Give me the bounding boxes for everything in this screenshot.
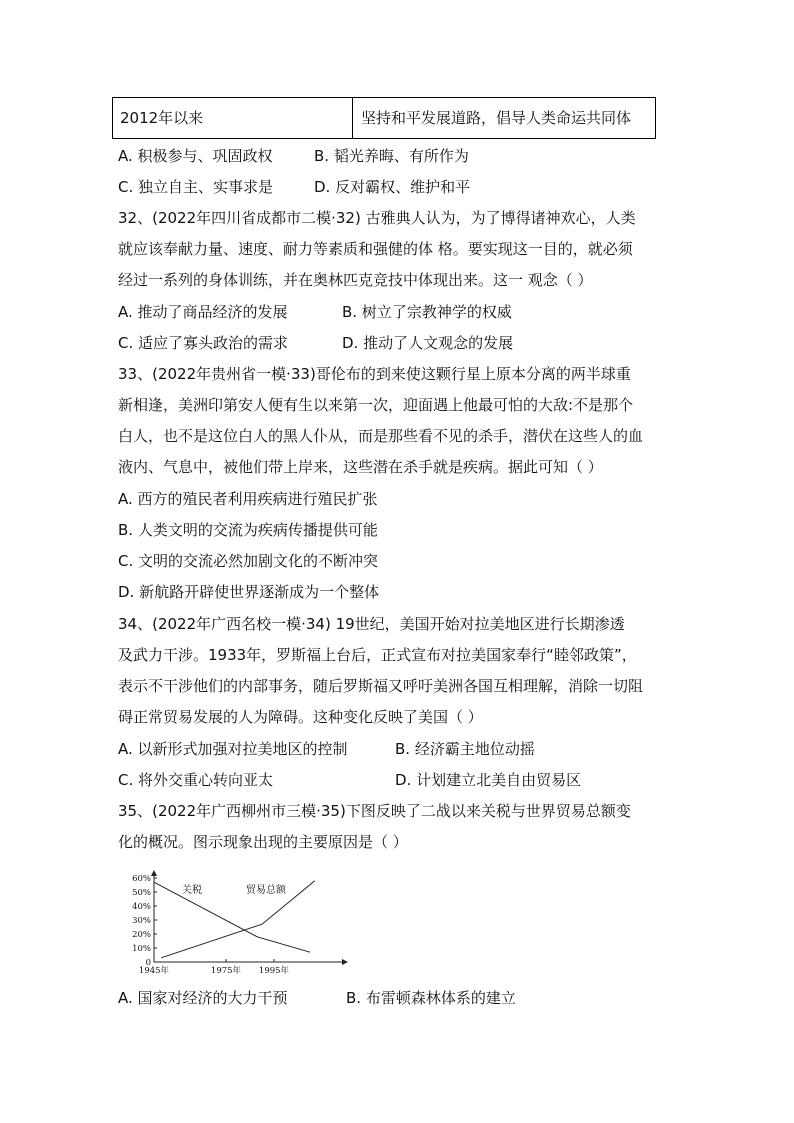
q34-stem-line-2: 及武力干涉。1933年，罗斯福上台后，正式宣布对拉美国家奉行“睦邻政策”，	[118, 646, 637, 664]
q31-option-a: A. 积极参与、巩固政权	[118, 147, 273, 165]
y-axis-arrow	[151, 870, 157, 876]
series-label-trade: 贸易总额	[246, 885, 286, 896]
y-tick-label: 30%	[132, 916, 151, 926]
x-axis	[139, 959, 348, 976]
q33-option-c: C. 文明的交流必然加剧文化的不断冲突	[118, 552, 379, 570]
y-tick-label: 50%	[132, 888, 151, 898]
y-axis	[132, 870, 157, 968]
q32-stem-line-1: 32、(2022年四川省成都市二模·32) 古雅典人认为，为了博得诸神欢心，人类	[118, 209, 636, 227]
q33-stem-line-2: 新相逢，美洲印第安人便有生以来第一次，迎面遇上他最可怕的大敌:不是那个	[118, 396, 634, 414]
x-tick-label: 1975年	[210, 966, 242, 976]
y-tick-label: 10%	[132, 944, 151, 954]
q34-option-b: B. 经济霸主地位动摇	[395, 740, 535, 758]
history-table-row	[112, 97, 656, 139]
series-lines	[154, 881, 315, 958]
q33-option-d: D. 新航路开辟使世界逐渐成为一个整体	[118, 583, 380, 601]
q33-option-a: A. 西方的殖民者利用疾病进行殖民扩张	[118, 490, 378, 508]
q32-option-a: A. 推动了商品经济的发展	[118, 303, 288, 321]
table-period-cell: 2012年以来	[113, 98, 353, 138]
q33-option-b: B. 人类文明的交流为疾病传播提供可能	[118, 521, 378, 539]
series-label-tariff: 关税	[182, 885, 202, 896]
q34-option-d: D. 计划建立北美自由贸易区	[395, 771, 582, 789]
q32-option-c: C. 适应了寡头政治的需求	[118, 334, 289, 352]
q35-stem-line-2: 化的概况。图示现象出现的主要原因是（ ）	[118, 833, 408, 851]
y-tick-label: 40%	[132, 902, 151, 912]
x-tick-label: 1995年	[258, 966, 290, 976]
y-tick-label: 60%	[132, 874, 151, 884]
q32-option-d: D. 推动了人文观念的发展	[342, 334, 514, 352]
x-axis-arrow	[342, 959, 348, 965]
q32-stem-line-3: 经过一系列的身体训练，并在奥林匹克竞技中体现出来。这一 观念（ ）	[118, 271, 593, 289]
q35-option-a: A. 国家对经济的大力干预	[118, 989, 288, 1007]
q34-option-a: A. 以新形式加强对拉美地区的控制	[118, 740, 348, 758]
table-policy-cell: 坚持和平发展道路，倡导人类命运共同体	[361, 109, 632, 127]
q31-option-d: D. 反对霸权、维护和平	[314, 178, 471, 196]
x-tick-label: 1945年	[138, 966, 170, 976]
q33-stem-line-4: 液内、气息中，被他们带上岸来，这些潜在杀手就是疾病。据此可知（ ）	[118, 458, 603, 476]
q33-stem-line-3: 白人，也不是这位白人的黑人仆从，而是那些看不见的杀手，潜伏在这些人的血	[118, 427, 644, 445]
q34-stem-line-1: 34、(2022年广西名校一模·34) 19世纪，美国开始对拉美地区进行长期渗透	[118, 615, 625, 633]
series-line-tariff	[154, 882, 310, 952]
q31-option-c: C. 独立自主、实事求是	[118, 178, 274, 196]
y-tick-label: 0	[145, 958, 151, 968]
q34-stem-line-4: 碍正常贸易发展的人为障碍。这种变化反映了美国（ ）	[118, 708, 483, 726]
q35-option-b: B. 布雷顿森林体系的建立	[346, 989, 516, 1007]
tariff-trade-chart	[118, 866, 350, 976]
q32-option-b: B. 树立了宗教神学的权威	[342, 303, 512, 321]
q31-option-b: B. 韬光养晦、有所作为	[314, 147, 469, 165]
q33-stem-line-1: 33、(2022年贵州省一模·33)哥伦布的到来使这颗行星上原本分离的两半球重	[118, 365, 631, 383]
q35-stem-line-1: 35、(2022年广西柳州市三模·35)下图反映了二战以来关税与世界贸易总额变	[118, 802, 631, 820]
y-tick-label: 20%	[132, 930, 151, 940]
q32-stem-line-2: 就应该奉献力量、速度、耐力等素质和强健的体 格。要实现这一目的，就必须	[118, 240, 633, 258]
q34-option-c: C. 将外交重心转向亚太	[118, 771, 274, 789]
q34-stem-line-3: 表示不干涉他们的内部事务，随后罗斯福又呼吁美洲各国互相理解，消除一切阻	[118, 677, 644, 695]
